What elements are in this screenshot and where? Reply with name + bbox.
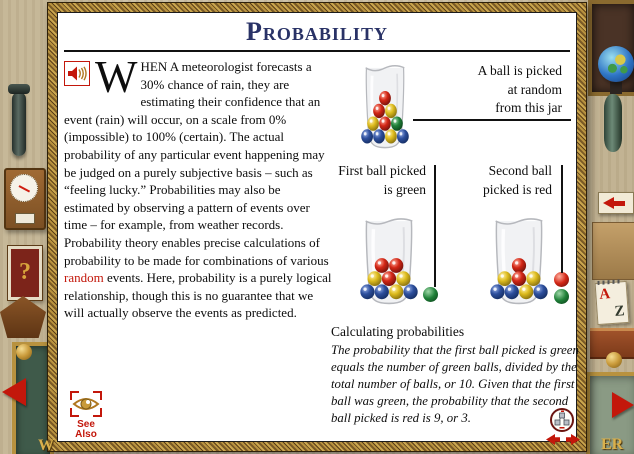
background-letter-w: W <box>38 437 54 454</box>
second-pick-label <box>483 162 552 199</box>
first-pick-label <box>338 162 426 199</box>
picked-ball-green <box>423 287 438 302</box>
second-pick-label-line: picked is red <box>483 181 552 197</box>
bracket-corner <box>70 391 79 400</box>
speaker-icon <box>67 65 87 82</box>
wall-baluster-decoration <box>604 94 622 152</box>
sign-arrow-icon <box>603 197 614 209</box>
picked-ball-red <box>554 272 569 287</box>
jar-illustration-second-pick <box>484 213 554 310</box>
page-back-arrow[interactable] <box>2 378 26 406</box>
bracket-corner <box>70 408 79 417</box>
second-pick-callout-line <box>561 165 563 273</box>
globe-icon[interactable] <box>598 46 634 82</box>
az-letter-a: A <box>598 286 611 303</box>
gold-picture-frame <box>47 2 587 452</box>
title-divider <box>64 50 570 52</box>
related-topics-icon <box>549 407 575 433</box>
background-letters-er: ER <box>601 436 624 453</box>
jar-caption <box>478 62 562 118</box>
first-pick-label-line: First ball picked <box>338 163 426 178</box>
help-question-plaque[interactable]: ? <box>8 246 42 300</box>
globe-stand <box>610 82 622 94</box>
drop-cap: W <box>95 52 138 102</box>
content-page <box>57 12 577 442</box>
jar-caption-line: at random <box>507 81 562 97</box>
article-text <box>64 52 332 322</box>
gold-knob-left <box>16 344 32 360</box>
bracket-corner <box>93 391 102 400</box>
jar-illustration-full <box>356 60 414 154</box>
wall-shelf-bracket <box>0 296 46 338</box>
random-hyperlink[interactable]: random <box>64 270 104 286</box>
eye-icon <box>70 391 102 417</box>
caption-callout-line <box>413 119 571 121</box>
see-also-label-line1: See <box>77 419 95 430</box>
calculating-body: The probability that the first ball picked is green equals the number of green balls, divided by the total number of balls, or 10. Given that the first ball was green, the probability that the second ball picked is red is 9, or 3. <box>331 343 579 425</box>
picked-balls-red-green <box>554 272 569 304</box>
calculating-heading: Calculating probabilities <box>331 324 465 339</box>
jar-caption-line: from this jar <box>495 100 562 115</box>
wall-gauge-decoration <box>4 168 46 230</box>
page-title: Probability <box>246 17 388 46</box>
page-forward-arrow[interactable] <box>612 392 634 418</box>
picked-ball-green <box>554 289 569 304</box>
jar-caption-line: A ball is picked <box>477 63 562 78</box>
second-pick-label-line: Second ball <box>488 163 552 178</box>
bracket-corner <box>93 408 102 417</box>
first-pick-label-line: is green <box>383 181 426 197</box>
direction-sign[interactable] <box>598 192 634 214</box>
jar-illustration-first-pick <box>354 213 424 310</box>
related-topics-button[interactable] <box>549 407 575 433</box>
see-also-label-line2: Also <box>75 429 97 440</box>
first-pick-callout-line <box>434 165 436 287</box>
wall-stone-block <box>592 222 634 280</box>
az-index-pad[interactable] <box>595 281 630 325</box>
gauge-label-plate <box>15 213 35 224</box>
article-body-before-link: HEN A meteorologist forecasts a 30% chance of rain, they are estimating their confidence that an event (rain) will occur, on a scale from 0% (impossible) to 100% (certain). The actual probability of any particular event happening may be judged on a purely subjective basis – such as “feeling lucky.” Probabilities may also be estimated by observing a pattern of events over time – for example, from weather records. Probability theory enables precise calculations of probability to be made for combinations of various <box>64 59 329 268</box>
audio-speaker-button[interactable] <box>64 61 90 86</box>
gold-knob-right <box>606 352 622 368</box>
prev-next-arrows-icon <box>546 433 580 446</box>
picked-ball-green <box>423 287 438 302</box>
see-also-button[interactable] <box>64 391 108 440</box>
az-letter-z: Z <box>614 303 626 320</box>
wall-lever-decoration <box>12 92 26 156</box>
article-body-after-link: events. Here, probability is a purely logical relationship, though this is no guarantee that we will actually observe the events as predicted. <box>64 270 332 321</box>
prev-next-buttons[interactable] <box>546 433 580 446</box>
